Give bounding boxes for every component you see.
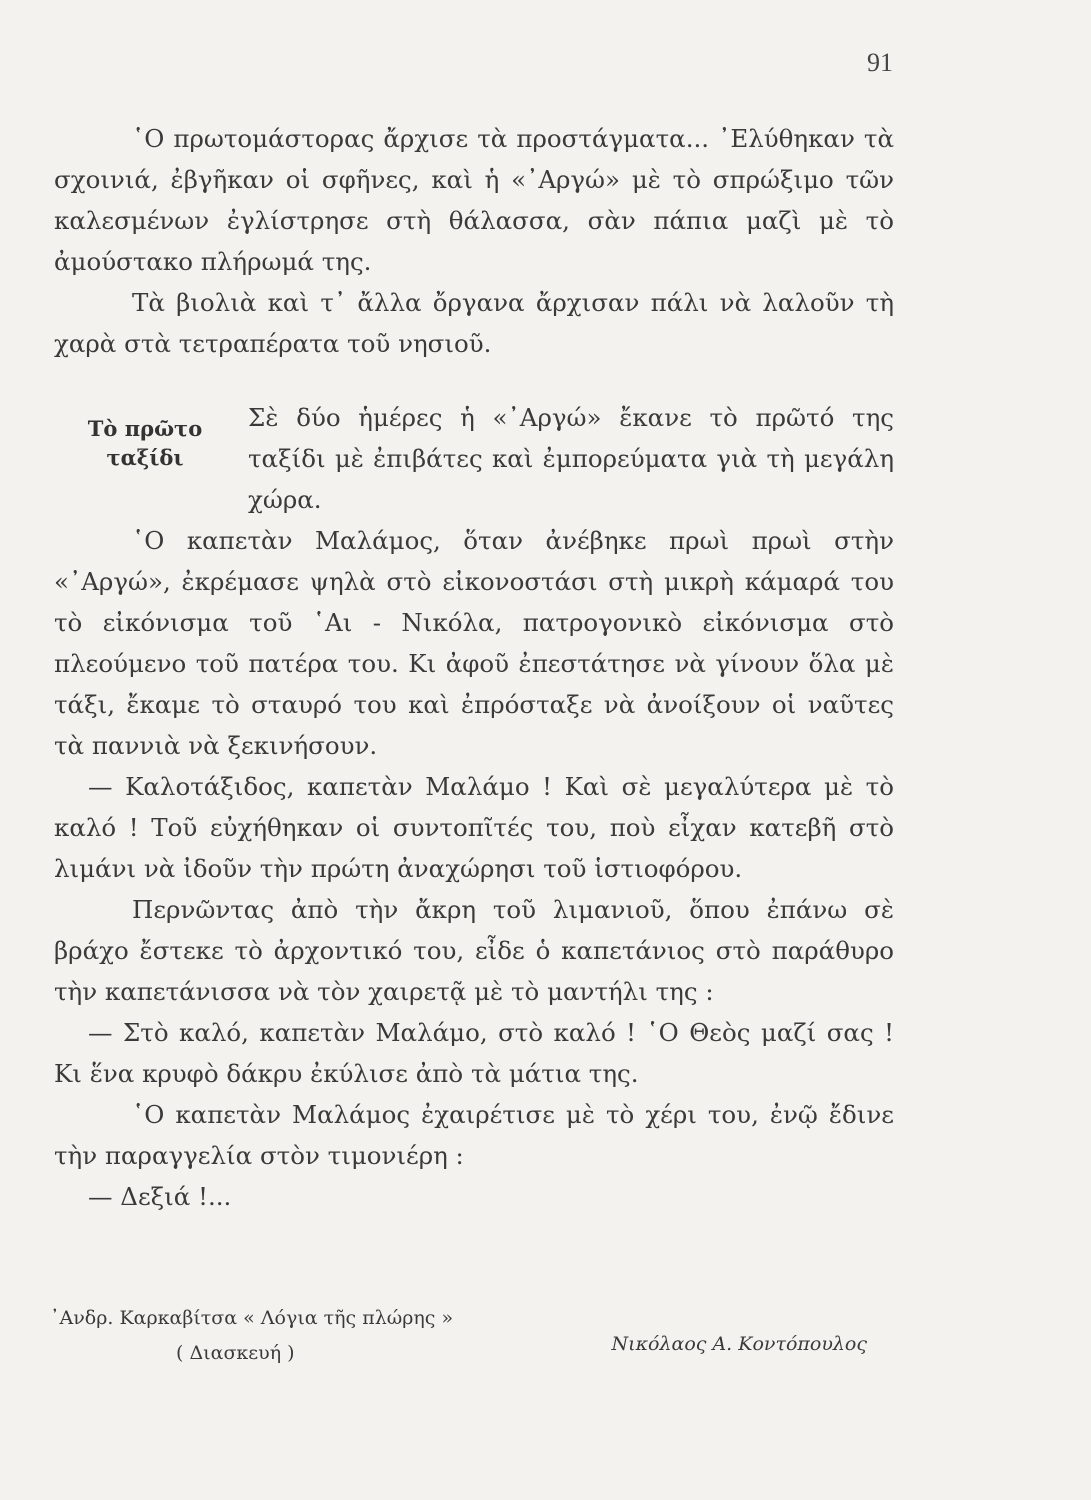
- paragraph: Περνῶντας ἀπὸ τὴν ἄκρη τοῦ λιμανιοῦ, ὅπου ἐπάνω σὲ βράχο ἔστεκε τὸ ἀρχοντικό του, εἶδε ὁ καπετάνιος στὸ παράθυρο τὴν καπετάνισσα νὰ τὸν χαιρετᾷ μὲ τὸ μαντήλι της :: [54, 895, 894, 1006]
- dialogue-paragraph: — Στὸ καλό, καπετὰν Μαλάμο, στὸ καλό ! ῾Ο Θεὸς μαζί σας ! Κι ἕνα κρυφὸ δάκρυ ἐκύλισε ἀπὸ τὰ μάτια της.: [54, 1018, 894, 1088]
- text-block-top: [54, 118, 894, 364]
- dialogue-paragraph: — Δεξιά !...: [88, 1182, 232, 1211]
- paragraph: Τὰ βιολιὰ καὶ τ᾽ ἄλλα ὄργανα ἄρχισαν πάλι νὰ λαλοῦν τὴ χαρὰ στὰ τετραπέρατα τοῦ νησιοῦ.: [54, 288, 894, 358]
- text-block-side: [248, 397, 894, 520]
- source-citation: ᾽Ανδρ. Καρκαβίτσα « Λόγια τῆς πλώρης »: [50, 1307, 454, 1329]
- paragraph: ῾Ο καπετὰν Μαλάμος ἐχαιρέτισε μὲ τὸ χέρι του, ἐνῷ ἔδινε τὴν παραγγελία στὸν τιμονιέρη :: [54, 1100, 894, 1170]
- footer-source: [50, 1301, 453, 1371]
- paragraph: ῾Ο πρωτομάστορας ἄρχισε τὰ προστάγματα... ᾽Ελύθηκαν τὰ σχοινιά, ἐβγῆκαν οἱ σφῆνες, καὶ ἡ «᾽Αργώ» μὲ τὸ σπρώξιμο τῶν καλεσμένων ἐγλίστρησε στὴ θάλασσα, σὰν πάπια μαζὶ μὲ τὸ ἀμούστακο πλήρωμά της.: [54, 124, 894, 276]
- footer-author: Νικόλαος Α. Κοντόπουλος: [611, 1333, 867, 1355]
- margin-heading-line: ταξίδι: [106, 445, 184, 470]
- source-note: ( Διασκευή ): [176, 1342, 295, 1364]
- margin-heading: [52, 414, 238, 472]
- margin-heading-line: Τὸ πρῶτο: [87, 416, 203, 441]
- paragraph: Σὲ δύο ἡμέρες ἡ «᾽Αργώ» ἔκανε τὸ πρῶτό της ταξίδι μὲ ἐπιβάτες καὶ ἐμπορεύματα γιὰ τὴ μεγάλη χώρα.: [248, 403, 894, 514]
- page-number: 91: [867, 48, 893, 77]
- paragraph: ῾Ο καπετὰν Μαλάμος, ὅταν ἀνέβηκε πρωὶ πρωὶ στὴν «᾽Αργώ», ἐκρέμασε ψηλὰ στὸ εἰκονοστάσι στὴ μικρὴ κάμαρά του τὸ εἰκόνισμα τοῦ ῾Αι - Νικόλα, πατρογονικὸ εἰκόνισμα στὸ πλεούμενο τοῦ πατέρα του. Κι ἀφοῦ ἐπεστάτησε νὰ γίνουν ὅλα μὲ τάξι, ἔκαμε τὸ σταυρό του καὶ ἐπρόσταξε νὰ ἀνοίξουν οἱ ναῦτες τὰ παννιὰ νὰ ξεκινήσουν.: [54, 526, 894, 760]
- text-block-main: [54, 520, 894, 1217]
- dialogue-paragraph: — Καλοτάξιδος, καπετὰν Μαλάμο ! Καὶ σὲ μεγαλύτερα μὲ τὸ καλό ! Τοῦ εὐχήθηκαν οἱ συντοπῖτές του, ποὺ εἶχαν κατεβῆ στὸ λιμάνι νὰ ἰδοῦν τὴν πρώτη ἀναχώρησι τοῦ ἱστιοφόρου.: [54, 772, 894, 883]
